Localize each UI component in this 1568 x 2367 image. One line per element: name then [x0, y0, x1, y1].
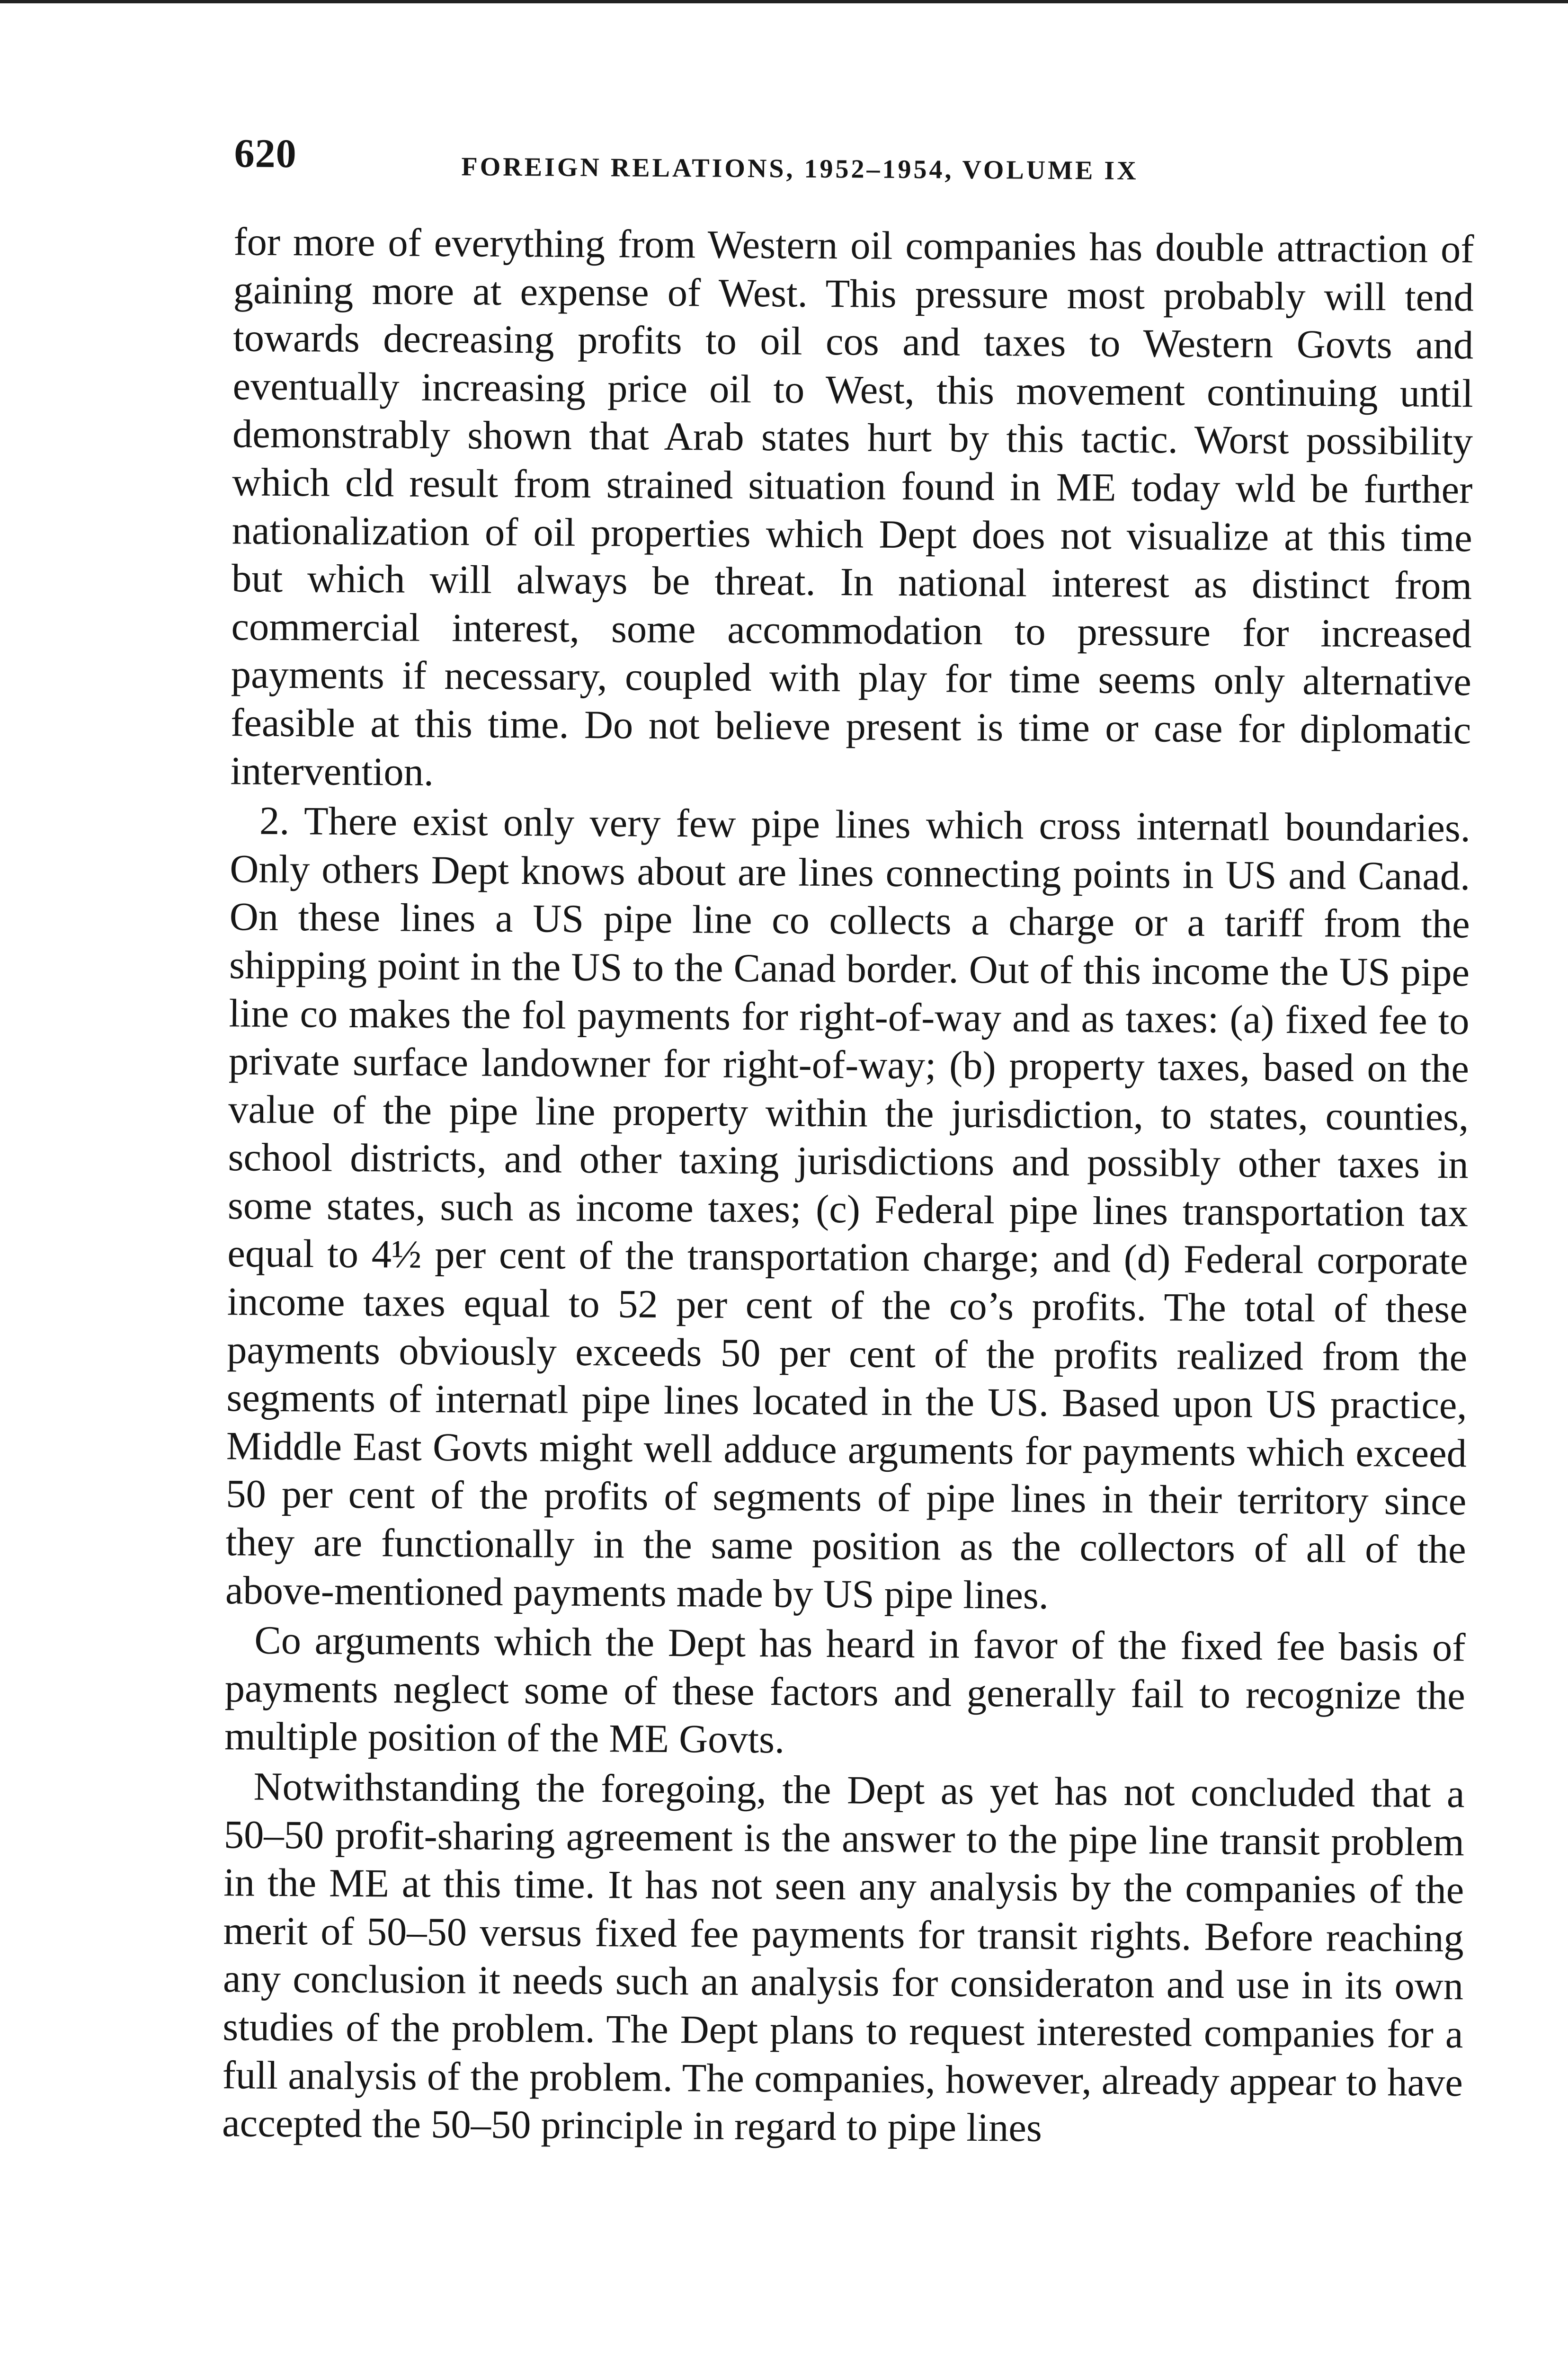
running-head: [208, 125, 1482, 209]
page-number: 620: [234, 130, 297, 177]
document-page: [208, 125, 1482, 2150]
page-top-border: [0, 0, 1568, 3]
paragraph-notwithstanding: Notwithstanding the foregoing, the Dept as yet has not concluded that a 50–50 profit-sharing agreement is the answer to the pipe line transit problem in the ME at this time. It has not seen any analysis by the companies of the merit of 50–50 versus fixed fee payments for transit rights. Before reaching any conclusion it needs such an analysis for consideraton and use in its own studies of the problem. The Dept plans to request interested companies for a full analysis of the problem. The companies, however, already appear to have accepted the 50–50 principle in regard to pipe lines: [222, 1764, 1465, 2150]
paragraph-continuation: for more of everything from Western oil companies has double attraction of gaining more at expense of West. This pressure most probably will tend towards decreasing profits to oil cos and taxes to Western Govts and eventually increasing price oil to West, this movement continuing until demonstrably shown that Arab states hurt by this tactic. Worst possibility which cld result from strained situation found in ME today wld be further nationalization of oil properties which Dept does not visualize at this time but which will always be threat. In national interest as distinct from commercial interest, some accommodation to pressure for increased payments if necessary, coupled with play for time seems only alternative feasible at this time. Do not believe present is time or case for diplomatic intervention.: [230, 220, 1474, 794]
body-text: [222, 218, 1474, 2157]
paragraph-company-arguments: Co arguments which the Dept has heard in favor of the fixed fee basis of payments neglect some of these factors and generally fail to recognize the multiple position of the ME Govts.: [224, 1618, 1466, 1762]
running-title: FOREIGN RELATIONS, 1952–1954, VOLUME IX: [461, 152, 1139, 186]
paragraph-pipe-lines: 2. There exist only very few pipe lines which cross internatl boundaries. Only others Dept knows about are lines connecting points in US and Canad. On these lines a US pipe line co collects a charge or a tariff from the shipping point in the US to the Canad border. Out of this income the US pipe line co makes the fol payments for right-of-way and as taxes: (a) fixed fee to private surface landowner for right-of-way; (b) property taxes, based on the value of the pipe line property within the jurisdiction, to states, counties, school districts, and other taxing jurisdictions and possibly other taxes in some states, such as income taxes; (c) Federal pipe lines transportation tax equal to 4½ per cent of the transportation charge; and (d) Federal corporate income taxes equal to 52 per cent of the co’s profits. The total of these payments obviously exceeds 50 per cent of the profits realized from the segments of internatl pipe lines located in the US. Based upon US practice, Middle East Govts might well adduce arguments for payments which exceed 50 per cent of the profits of segments of pipe lines in their territory since they are functionally in the same position as the collectors of all of the above-mentioned payments made by US pipe lines.: [225, 799, 1471, 1618]
